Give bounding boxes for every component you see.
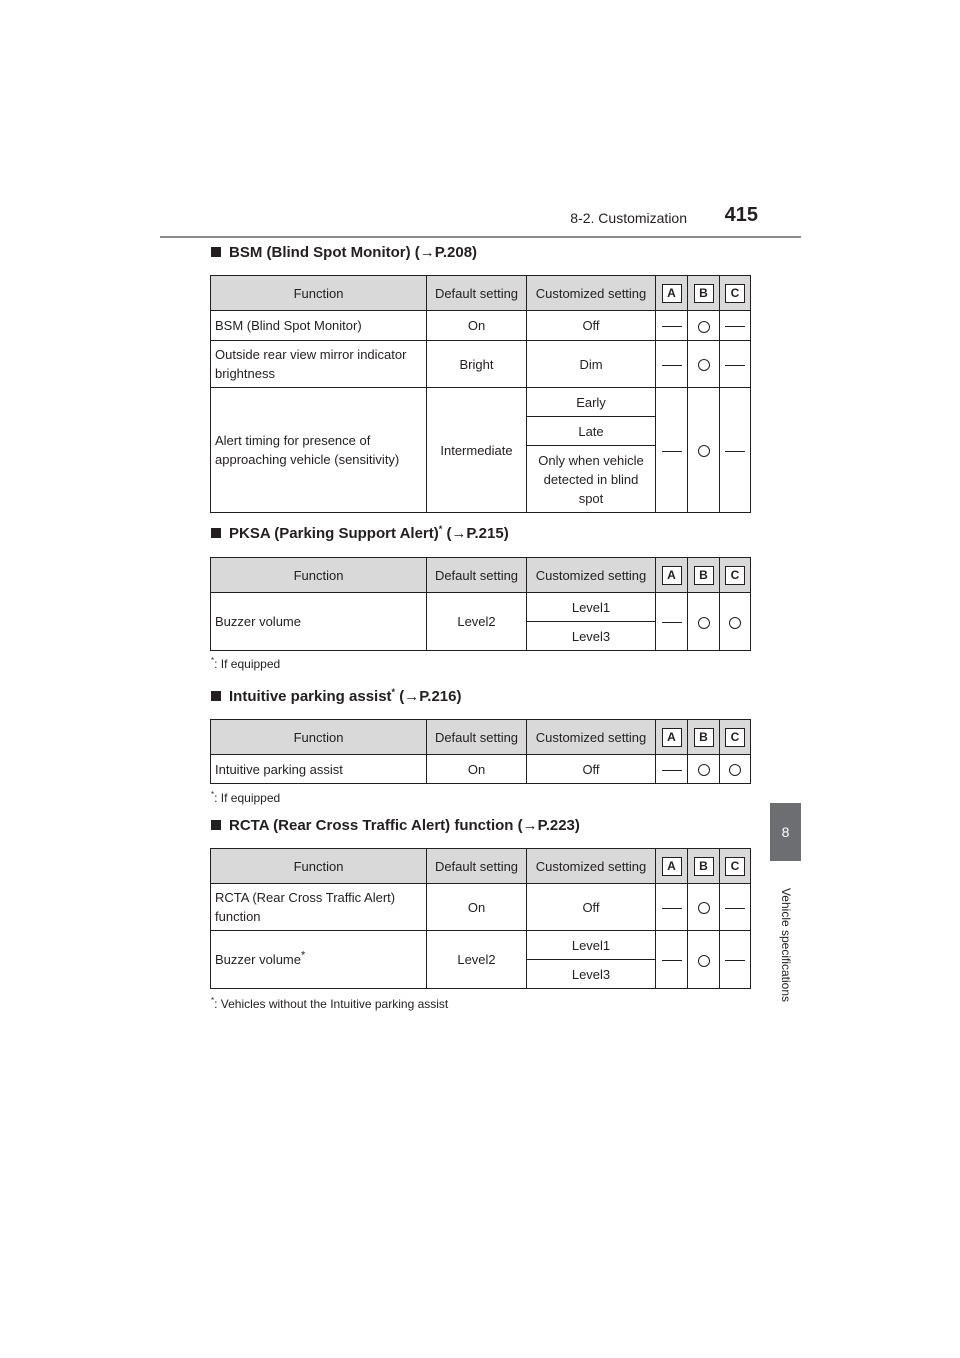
function-cell: Buzzer volume* [211,931,427,989]
col-function: Function [211,276,427,311]
table-header-row [211,720,751,755]
circle-mark [698,617,710,629]
dash-mark [662,365,682,366]
col-customized: Customized setting [527,849,656,884]
circle-mark [698,321,710,333]
b-cell [688,884,720,931]
col-customized: Customized setting [527,558,656,593]
col-a: A [656,558,688,593]
col-default: Default setting [427,720,527,755]
customized-cell: Level1 [527,931,656,960]
default-cell: Intermediate [427,388,527,513]
section-title: 8-2. Customization [570,210,687,226]
customized-cell: Level3 [527,960,656,989]
b-cell [688,593,720,651]
page-header [160,202,801,238]
table-row [211,341,751,388]
default-cell: On [427,311,527,341]
col-customized: Customized setting [527,276,656,311]
section-heading-bsm: BSM (Blind Spot Monitor) (→P.208) [211,244,477,261]
footnote: *: Vehicles without the Intuitive parking assist [211,996,449,1011]
a-cell [656,755,688,784]
circle-mark [698,764,710,776]
chapter-title-vertical: Vehicle specifications [779,887,793,1003]
function-cell: Outside rear view mirror indicator brightness [211,341,427,388]
col-default: Default setting [427,849,527,884]
customized-cell: Dim [527,341,656,388]
a-cell [656,388,688,513]
col-c: C [720,849,751,884]
table-row [211,931,751,960]
b-cell [688,931,720,989]
col-c: C [720,276,751,311]
table-row [211,755,751,784]
b-cell [688,311,720,341]
table-header-row [211,849,751,884]
function-cell: Alert timing for presence of approaching vehicle (sensitivity) [211,388,427,513]
a-cell [656,884,688,931]
col-a: A [656,849,688,884]
dash-mark [725,451,745,452]
table-row [211,884,751,931]
dash-mark [662,326,682,327]
customized-cell: Early [527,388,656,417]
col-b: B [688,558,720,593]
col-function: Function [211,849,427,884]
dash-mark [662,451,682,452]
circle-mark [698,902,710,914]
dash-mark [725,908,745,909]
col-function: Function [211,720,427,755]
a-cell [656,341,688,388]
customized-cell: Only when vehicle detected in blind spot [527,446,656,513]
dash-mark [725,365,745,366]
square-bullet-icon [211,528,221,538]
section-heading-rcta: RCTA (Rear Cross Traffic Alert) function (→P.223) [211,817,580,834]
circle-mark [729,617,741,629]
a-cell [656,593,688,651]
col-b: B [688,276,720,311]
col-b: B [688,849,720,884]
rcta-table [210,848,751,989]
customized-cell: Off [527,884,656,931]
b-cell [688,755,720,784]
b-cell [688,341,720,388]
default-cell: Level2 [427,593,527,651]
dash-mark [725,960,745,961]
default-cell: On [427,884,527,931]
customized-cell: Level1 [527,593,656,622]
c-cell [720,311,751,341]
col-b: B [688,720,720,755]
bsm-table [210,275,751,513]
c-cell [720,593,751,651]
col-default: Default setting [427,276,527,311]
circle-mark [729,764,741,776]
table-row [211,593,751,622]
customized-cell: Late [527,417,656,446]
default-cell: Level2 [427,931,527,989]
footnote: *: If equipped [211,656,281,671]
square-bullet-icon [211,691,221,701]
col-default: Default setting [427,558,527,593]
customized-cell: Level3 [527,622,656,651]
a-cell [656,311,688,341]
dash-mark [662,770,682,771]
circle-mark [698,955,710,967]
function-cell: Buzzer volume [211,593,427,651]
default-cell: On [427,755,527,784]
dash-mark [662,960,682,961]
function-cell: RCTA (Rear Cross Traffic Alert) function [211,884,427,931]
footnote: *: If equipped [211,790,281,805]
dash-mark [662,622,682,623]
col-function: Function [211,558,427,593]
table-row [211,388,751,417]
circle-mark [698,445,710,457]
customized-cell: Off [527,311,656,341]
page-number: 415 [724,204,758,226]
default-cell: Bright [427,341,527,388]
col-a: A [656,720,688,755]
c-cell [720,755,751,784]
pksa-table [210,557,751,651]
table-row [211,311,751,341]
col-c: C [720,720,751,755]
dash-mark [662,908,682,909]
dash-mark [725,326,745,327]
customized-cell: Off [527,755,656,784]
square-bullet-icon [211,247,221,257]
a-cell [656,931,688,989]
circle-mark [698,359,710,371]
c-cell [720,931,751,989]
table-header-row [211,558,751,593]
c-cell [720,341,751,388]
chapter-tab[interactable]: 8 [770,803,801,861]
c-cell [720,388,751,513]
c-cell [720,884,751,931]
col-a: A [656,276,688,311]
b-cell [688,388,720,513]
table-header-row [211,276,751,311]
ipa-table [210,719,751,784]
function-cell: Intuitive parking assist [211,755,427,784]
col-c: C [720,558,751,593]
function-cell: BSM (Blind Spot Monitor) [211,311,427,341]
square-bullet-icon [211,820,221,830]
section-heading-ipa: Intuitive parking assist* (→P.216) [211,688,462,705]
col-customized: Customized setting [527,720,656,755]
section-heading-pksa: PKSA (Parking Support Alert)* (→P.215) [211,525,509,542]
